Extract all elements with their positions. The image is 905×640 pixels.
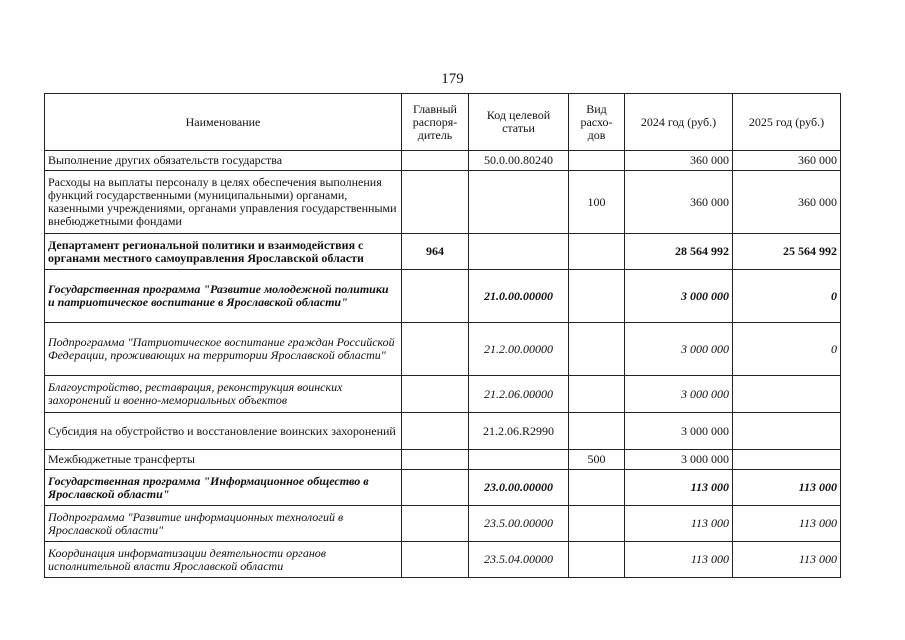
row-2025-cell: 360 000 (733, 151, 841, 171)
row-2025-cell: 25 564 992 (733, 234, 841, 270)
table-row (45, 234, 841, 270)
row-vid-cell (569, 542, 625, 578)
row-name-cell: Субсидия на обустройство и восстановление воинских захоронений (45, 413, 402, 450)
table-row (45, 413, 841, 450)
row-vid-cell (569, 413, 625, 450)
row-name-cell: Выполнение других обязательств государства (45, 151, 402, 171)
table-row (45, 470, 841, 506)
row-vid-cell: 500 (569, 450, 625, 470)
table-row (45, 171, 841, 234)
row-distributor-cell (402, 413, 469, 450)
row-vid-cell (569, 376, 625, 413)
row-vid-cell (569, 270, 625, 323)
row-2024-cell: 3 000 000 (625, 323, 733, 376)
row-code-cell: 50.0.00.80240 (469, 151, 569, 171)
table-row (45, 151, 841, 171)
row-2025-cell (733, 413, 841, 450)
table-row (45, 450, 841, 470)
row-2024-cell: 113 000 (625, 542, 733, 578)
header-name: Наименование (45, 94, 402, 151)
row-2024-cell: 113 000 (625, 506, 733, 542)
row-code-cell: 23.5.00.00000 (469, 506, 569, 542)
table-row (45, 323, 841, 376)
row-distributor-cell (402, 270, 469, 323)
row-2024-cell: 360 000 (625, 171, 733, 234)
row-name-cell: Подпрограмма "Развитие информационных технологий в Ярославской области" (45, 506, 402, 542)
row-2025-cell (733, 376, 841, 413)
row-2025-cell (733, 450, 841, 470)
row-vid-cell (569, 470, 625, 506)
row-vid-cell (569, 506, 625, 542)
table-body (45, 151, 841, 578)
row-distributor-cell (402, 470, 469, 506)
row-2024-cell: 113 000 (625, 470, 733, 506)
row-2025-cell: 113 000 (733, 470, 841, 506)
row-code-cell: 21.2.00.00000 (469, 323, 569, 376)
row-vid-cell (569, 234, 625, 270)
row-2025-cell: 360 000 (733, 171, 841, 234)
header-code: Код целевой статьи (469, 94, 569, 151)
table-row (45, 270, 841, 323)
table-header-row (45, 94, 841, 151)
row-code-cell: 21.0.00.00000 (469, 270, 569, 323)
row-distributor-cell: 964 (402, 234, 469, 270)
budget-table (44, 93, 841, 578)
row-vid-cell (569, 323, 625, 376)
row-2025-cell: 0 (733, 270, 841, 323)
header-distributor: Главный распоря-дитель (402, 94, 469, 151)
row-distributor-cell (402, 323, 469, 376)
row-2024-cell: 28 564 992 (625, 234, 733, 270)
row-code-cell (469, 234, 569, 270)
table-row (45, 506, 841, 542)
row-2025-cell: 0 (733, 323, 841, 376)
row-code-cell: 21.2.06.R2990 (469, 413, 569, 450)
row-distributor-cell (402, 506, 469, 542)
row-code-cell: 21.2.06.00000 (469, 376, 569, 413)
row-name-cell: Подпрограмма "Патриотическое воспитание граждан Российской Федерации, проживающих на территории Ярославской области" (45, 323, 402, 376)
row-2025-cell: 113 000 (733, 506, 841, 542)
row-name-cell: Государственная программа "Информационное общество в Ярославской области" (45, 470, 402, 506)
header-2025: 2025 год (руб.) (733, 94, 841, 151)
table-row (45, 376, 841, 413)
row-code-cell (469, 450, 569, 470)
row-2024-cell: 3 000 000 (625, 450, 733, 470)
row-2024-cell: 360 000 (625, 151, 733, 171)
row-distributor-cell (402, 542, 469, 578)
page-number: 179 (441, 71, 464, 87)
row-code-cell: 23.0.00.00000 (469, 470, 569, 506)
header-vid: Вид расхо-дов (569, 94, 625, 151)
table-row (45, 542, 841, 578)
row-name-cell: Департамент региональной политики и взаимодействия с органами местного самоуправления Ярославской области (45, 234, 402, 270)
row-distributor-cell (402, 151, 469, 171)
row-distributor-cell (402, 376, 469, 413)
row-name-cell: Государственная программа "Развитие молодежной политики и патриотическое воспитание в Ярославской области" (45, 270, 402, 323)
row-vid-cell (569, 151, 625, 171)
row-code-cell (469, 171, 569, 234)
row-name-cell: Координация информатизации деятельности органов исполнительной власти Ярославской области (45, 542, 402, 578)
row-2024-cell: 3 000 000 (625, 413, 733, 450)
row-name-cell: Расходы на выплаты персоналу в целях обеспечения выполнения функций государственными (муниципальными) органами, казенными учреждениями, органами управления государственными внебюджетными фондами (45, 171, 402, 234)
row-distributor-cell (402, 171, 469, 234)
header-2024: 2024 год (руб.) (625, 94, 733, 151)
row-name-cell: Межбюджетные трансферты (45, 450, 402, 470)
row-distributor-cell (402, 450, 469, 470)
row-2024-cell: 3 000 000 (625, 270, 733, 323)
row-2024-cell: 3 000 000 (625, 376, 733, 413)
row-code-cell: 23.5.04.00000 (469, 542, 569, 578)
row-vid-cell: 100 (569, 171, 625, 234)
row-name-cell: Благоустройство, реставрация, реконструкция воинских захоронений и военно-мемориальных объектов (45, 376, 402, 413)
row-2025-cell: 113 000 (733, 542, 841, 578)
